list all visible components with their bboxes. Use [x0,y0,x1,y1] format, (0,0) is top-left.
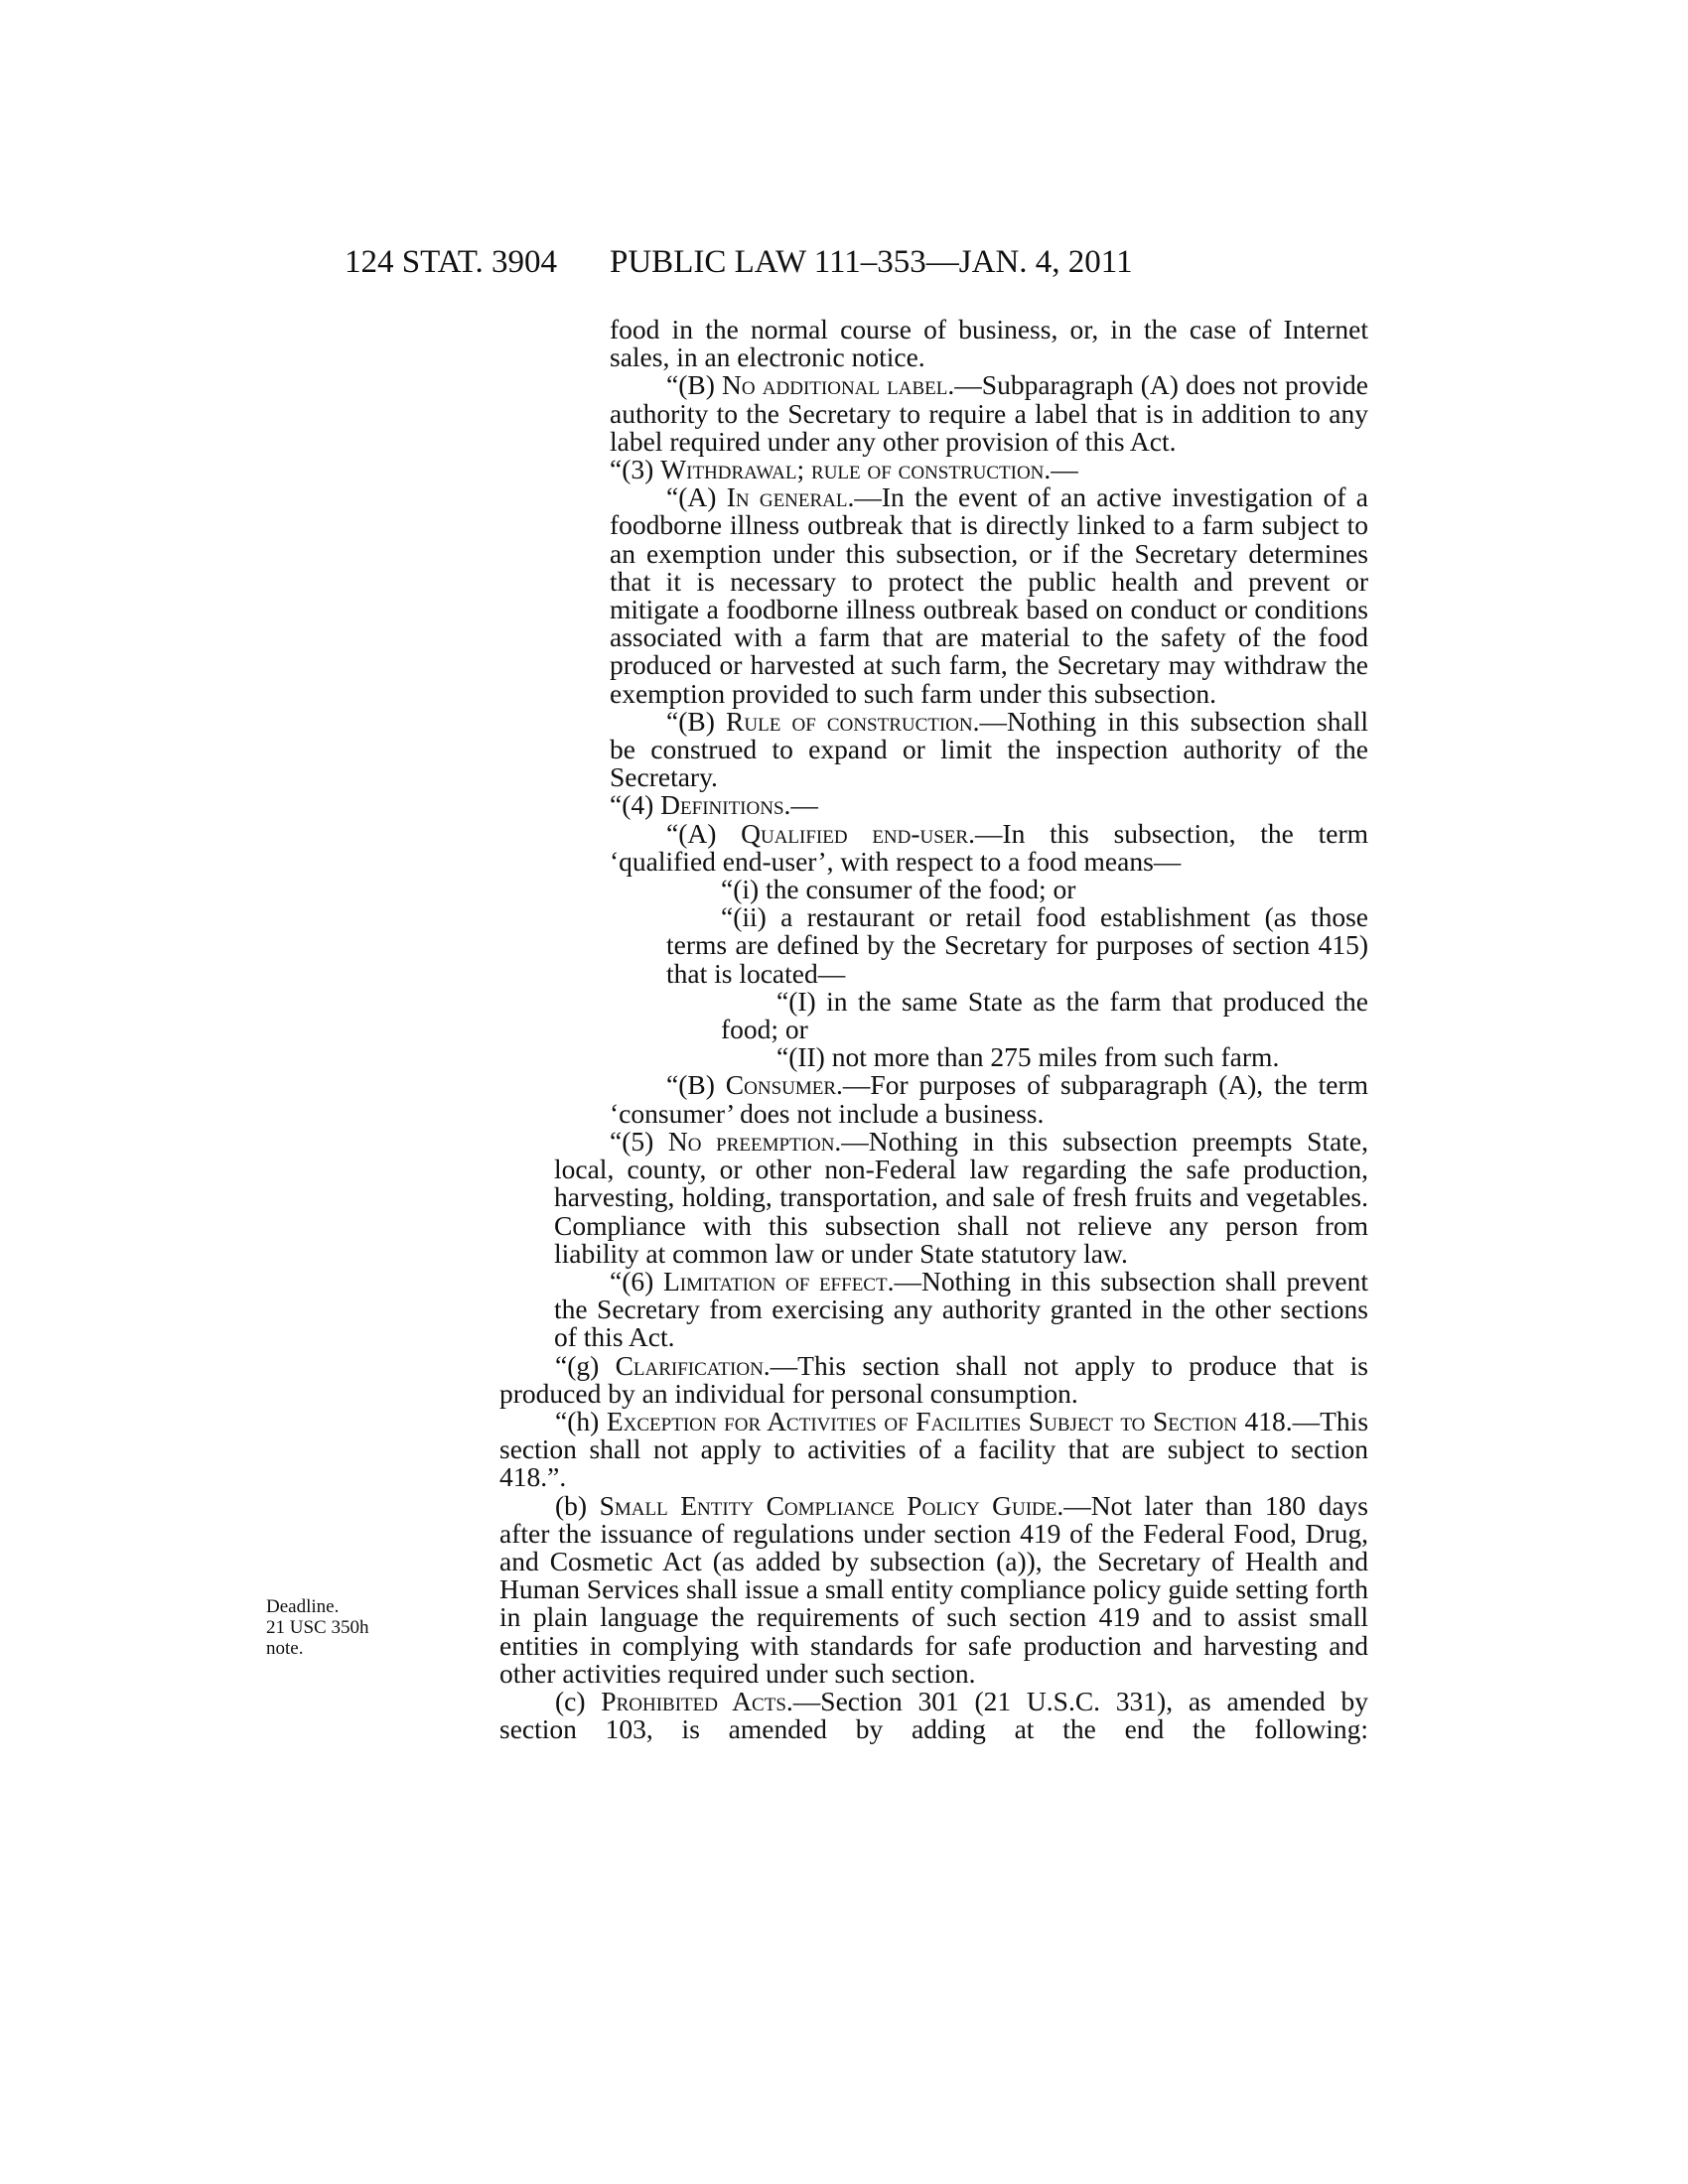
paragraph-heading: Clarification. [615,1349,771,1381]
paragraph-heading: In general. [726,481,855,513]
paragraph-designation: “(I) [776,985,827,1017]
paragraph-text: — [1051,454,1078,485]
paragraph-text: —In this subsection, the term ‘qualified end-user’, with respect to a food means— [610,817,1368,877]
paragraph [666,876,1368,903]
paragraph-text: not more than 275 miles from such farm. [831,1041,1280,1073]
paragraph-text: —Nothing in this subsection preempts State, local, county, or other non-Federal law regarding the safe production, harvesting, holding, transportation, and sale of fresh fruits and vegetables. Compliance with this subsection shall not relieve any person from liability at common law or under State statutory law. [554,1125,1368,1269]
paragraph [610,817,1368,877]
paragraph-heading: Limitation of effect. [662,1265,895,1297]
paragraph-heading: Exception for Activities of Facilities Subject to Section 418. [606,1405,1293,1436]
paragraph-text: —Not later than 180 days after the issuance of regulations under section 419 of the Federal Food, Drug, and Cosmetic Act (as added by subsection (a)), the Secretary of Health and Human Services shall issue a small entity compliance policy guide setting forth in plain language the requirements of such section 419 and to assist small entities in complying with standards for safe production and harvesting and other activities required under such section. [499,1489,1368,1689]
statute-body [0,316,1688,1743]
paragraph [610,705,1368,793]
paragraph-text: —This section shall not apply to produce that is produced by an individual for personal consumption. [499,1349,1368,1409]
paragraph-heading: No additional label. [722,369,955,401]
paragraph-designation: “(g) [555,1349,616,1381]
paragraph-designation: “(ii) [721,901,781,933]
paragraph [554,1265,1368,1353]
margin-note-line: Deadline. [266,1596,340,1617]
paragraph [666,903,1368,988]
running-head-title: PUBLIC LAW 111–353—JAN. 4, 2011 [610,244,1133,280]
paragraph-designation: “(h) [555,1405,607,1436]
paragraph [554,1125,1368,1269]
paragraph [499,1489,1368,1689]
paragraph [610,1071,1368,1127]
paragraph-text: —Nothing in this subsection shall be construed to expand or limit the inspection authority of the Secretary. [610,705,1368,793]
paragraph-designation: (b) [555,1489,600,1521]
paragraph-designation: “(i) [721,874,767,905]
paragraph-designation: “(B) [666,369,723,401]
paragraph [554,456,1368,483]
stat-page-number: 124 STAT. 3904 [345,244,558,280]
paragraph-text: —Subparagraph (A) does not provide authority to the Secretary to require a label that is in addition to any label required under any other provision of this Act. [610,369,1368,457]
paragraph-text: —In the event of an active investigation of a foodborne illness outbreak that is directly linked to a farm subject to an exemption under this subsection, or if the Secretary determines that it is necessary to protect the public health and prevent or mitigate a foodborne illness outbreak based on conduct or conditions associated with a farm that are material to the safety of the food produced or harvested at such farm, the Secretary may withdraw the exemption provided to such farm under this subsection. [610,481,1368,709]
paragraph-designation: “(A) [666,481,727,513]
paragraph [721,985,1368,1045]
paragraph-heading: Consumer. [725,1069,843,1101]
paragraph-designation: “(6) [610,1265,663,1297]
paragraph-heading: Definitions. [660,789,791,821]
paragraph [499,1405,1369,1493]
paragraph [610,316,1368,371]
paragraph-heading: Qualified end-user. [741,817,975,849]
paragraph [499,1685,1369,1745]
paragraph-text: a restaurant or retail food establishment (as those terms are defined by the Secretary for purposes of section 415) that is located— [666,901,1368,989]
paragraph-designation: “(B) [666,705,727,737]
paragraph-text: —Section 301 (21 U.S.C. 331), as amended by section 103, is amended by adding at the end the following: [499,1685,1369,1745]
paragraph-designation: “(II) [776,1041,832,1073]
paragraph-text: —Nothing in this subsection shall prevent the Secretary from exercising any authority granted in the other sections of this Act. [554,1265,1368,1353]
paragraph-heading: Withdrawal; rule of construction. [660,454,1052,485]
paragraph-heading: No preemption. [667,1125,842,1157]
paragraph [610,371,1368,456]
paragraph [721,1043,1368,1071]
paragraph-text: —This section shall not apply to activities of a facility that are subject to section 418.”. [499,1405,1369,1493]
paragraph-heading: Small Entity Compliance Policy Guide. [599,1489,1064,1521]
paragraph [610,483,1368,708]
paragraph [499,1349,1368,1409]
margin-note-line: note. [266,1638,304,1659]
paragraph-text: in the same State as the farm that produced the food; or [721,985,1368,1045]
paragraph-designation: (c) [555,1685,602,1716]
paragraph-designation: “(4) [610,789,661,821]
margin-note-line: 21 USC 350h [266,1617,369,1638]
paragraph-heading: Prohibited Acts. [601,1685,793,1716]
paragraph-text: —For purposes of subparagraph (A), the term ‘consumer’ does not include a business. [610,1069,1368,1129]
paragraph-designation: “(A) [666,817,742,849]
paragraph-designation: “(3) [610,454,661,485]
paragraph-designation: “(5) [610,1125,668,1157]
paragraph-text: — [790,789,818,821]
paragraph-text: the consumer of the food; or [766,874,1076,905]
paragraph [554,791,1368,819]
paragraph-heading: Rule of construction. [726,705,980,737]
paragraph-text: food in the normal course of business, or, in the case of Internet sales, in an electronic notice. [610,314,1368,373]
paragraph-designation: “(B) [666,1069,726,1101]
